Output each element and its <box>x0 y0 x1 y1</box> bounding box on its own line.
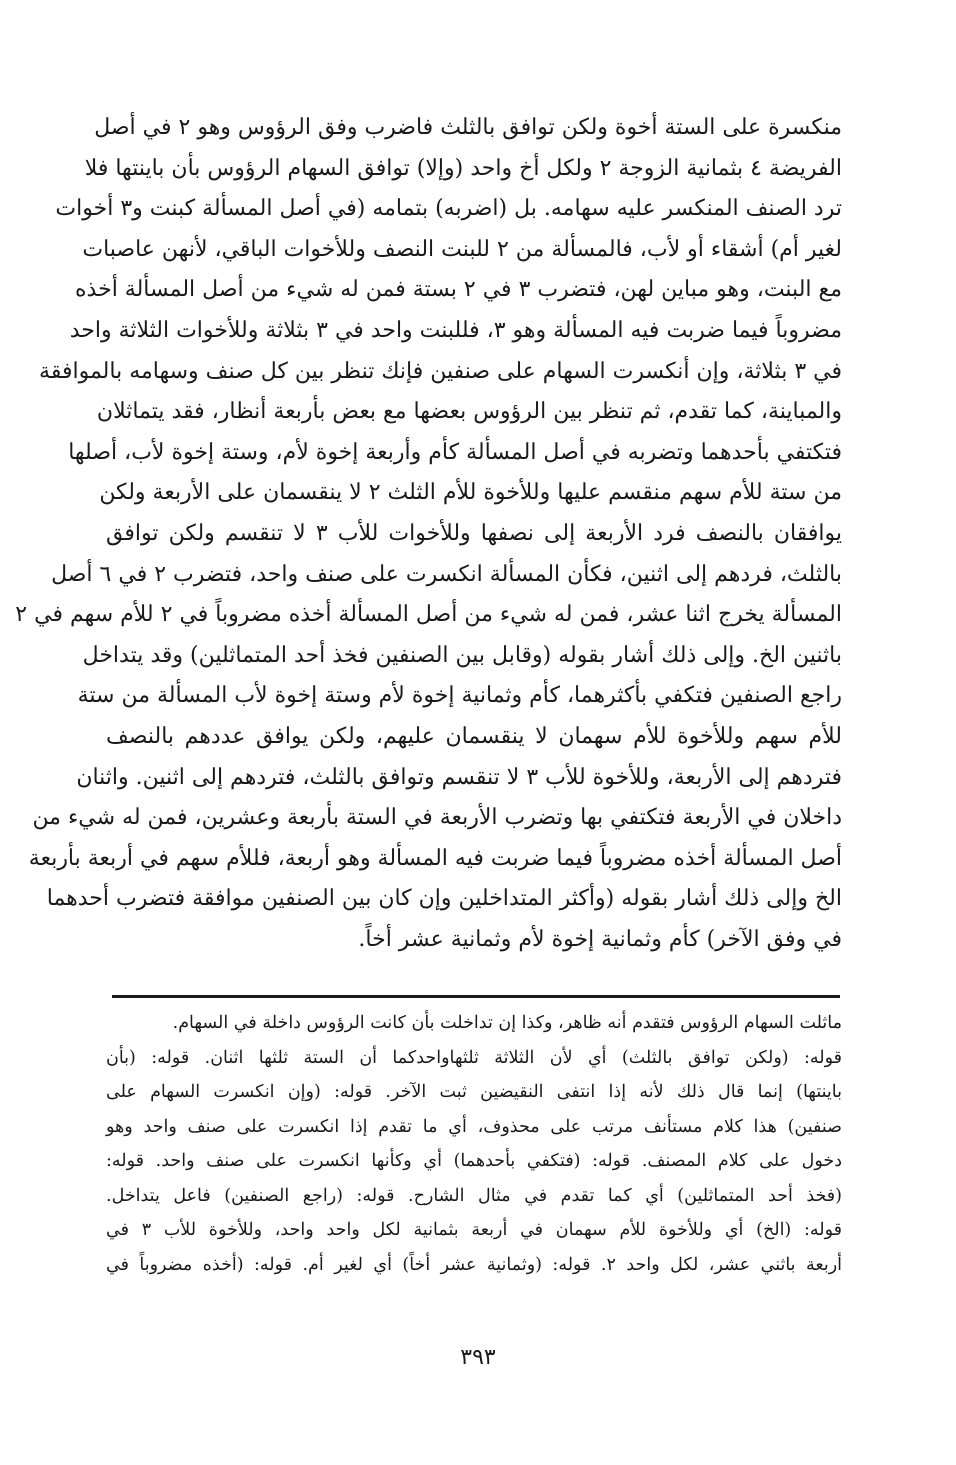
main-text-line: مضروباً فيما ضربت فيه المسألة وهو ٣، فللبنت واحد في ٣ بثلاثة وللأخوات الثلاثة واحد <box>69 317 842 343</box>
footnote-line: دخول على كلام المصنف. قوله: (فتكفي بأحدهما) أي وكأنها انكسرت على صنف واحد. قوله: <box>106 1151 842 1171</box>
main-text-line: داخلان في الأربعة فتكتفي بها وتضرب الأربعة في الستة بأربعة وعشرين، فمن له شيء من <box>32 805 842 831</box>
main-text-line: لغير أم) أشقاء أو لأب، فالمسألة من ٢ للبنت النصف وللأخوات الباقي، لأنهن عاصبات <box>82 236 842 262</box>
footnote-line: قوله: (الخ) أي وللأخوة للأم سهمان في أربعة بثمانية لكل واحد واحد، وللأخوة للأب ٣ في <box>106 1220 842 1240</box>
main-text-line: في ٣ بثلاثة، وإن أنكسرت السهام على صنفين فإنك تنظر بين كل صنف وسهامه بالموافقة <box>39 358 842 384</box>
main-text-line: والمباينة، كما تقدم، ثم تنظر بين الرؤوس بعضها مع بعض بأربعة أنظار، فقد يتماثلان <box>96 399 842 425</box>
footnote-line: (فخذ أحد المتماثلين) أي كما تقدم في مثال الشارح. قوله: (راجع الصنفين) فاعل يتداخل. <box>106 1185 842 1206</box>
main-text-line: المسألة يخرج اثنا عشر، فمن له شيء من أصل المسألة أخذه مضروباً في ٢ للأم سهم في ٢ <box>15 602 842 628</box>
main-text-line: منكسرة على الستة أخوة ولكن توافق بالثلث فاضرب وفق الرؤوس وهو ٢ في أصل <box>94 115 842 140</box>
main-text-line: من ستة للأم سهم منقسم عليها وللأخوة للأم الثلث ٢ لا ينقسمان على الأربعة ولكن <box>99 480 842 506</box>
main-text-line: فتردهم إلى الأربعة، وللأخوة للأب ٣ لا تنقسم وتوافق بالثلث، فتردهم إلى اثنين. واثنان <box>76 764 842 790</box>
main-text-line: ترد الصنف المنكسر عليه سهامه. بل (اضربه) بتمامه (في أصل المسألة كبنت و٣ أخوات <box>55 196 842 222</box>
footnote-line: قوله: (ولكن توافق بالثلث) أي لأن الثلاثة ثلثهاواحدكما أن الستة ثلثها اثنان. قوله: (بأن <box>106 1047 842 1068</box>
footnote-separator-rule <box>112 995 840 998</box>
main-text-line: مع البنت، وهو مباين لهن، فتضرب ٣ في ٢ بستة فمن له شيء من أصل المسألة أخذه <box>75 277 842 303</box>
main-text-line: فتكتفي بأحدهما وتضربه في أصل المسألة كأم وأربعة إخوة لأم، وستة إخوة لأب، أصلها <box>68 439 842 465</box>
footnote-line: باينتها) إنما قال ذلك لأنه إذا انتفى النقيضين ثبت الآخر. قوله: (وإن انكسرت السهام على <box>106 1082 842 1102</box>
footnote-line: صنفين) هذا كلام مستأنف مرتب على محذوف، أي ما تقدم إذا انكسرت على صنف واحد وهو <box>106 1116 842 1137</box>
main-text-line: الفريضة ٤ بثمانية الزوجة ٢ ولكل أخ واحد (وإلا) توافق السهام الرؤوس بأن باينتها فلا <box>84 155 842 181</box>
main-text-line: في وفق الآخر) كأم وثمانية إخوة لأم وثمانية عشر أخاً. <box>358 926 842 952</box>
main-text-line: للأم سهم وللأخوة للأم سهمان لا ينقسمان عليهم، ولكن يوافق عددهم بالنصف <box>106 723 842 749</box>
main-text-line: باثنين الخ. وإلى ذلك أشار بقوله (وقابل بين الصنفين فخذ أحد المتماثلين) وقد يتداخل <box>82 642 842 668</box>
main-text-line: أصل المسألة أخذه مضروباً فيما ضربت فيه المسألة وهو أربعة، فللأم سهم في أربعة بأربعة <box>28 845 842 871</box>
main-text-line: بالثلث، فردهم إلى اثنين، فكأن المسألة انكسرت على صنف واحد، فتضرب ٢ في ٦ أصل <box>51 561 842 587</box>
footnote-line: ماثلت السهام الرؤوس فتقدم أنه ظاهر، وكذا إن تداخلت بأن كانت الرؤوس داخلة في السهام. <box>172 1013 842 1033</box>
footnotes-block <box>106 1006 842 1282</box>
footnote-line: أربعة باثني عشر، لكل واحد ٢. قوله: (وثمانية عشر أخاً) أي لغير أم. قوله: (أخذه مضروباً في <box>106 1254 843 1275</box>
main-text-line: يوافقان بالنصف فرد الأربعة إلى نصفها وللأخوات للأب ٣ لا تنقسم ولكن توافق <box>106 520 842 546</box>
main-text-line: راجع الصنفين فتكفي بأكثرهما، كأم وثمانية إخوة لأم وستة إخوة لأب المسألة من ستة <box>77 683 842 709</box>
main-text-line: الخ وإلى ذلك أشار بقوله (وأكثر المتداخلين وإن كان بين الصنفين موافقة فتضرب أحدهما <box>46 886 842 912</box>
page-number: ٣٩٣ <box>460 1345 496 1370</box>
main-text-block <box>15 108 842 960</box>
